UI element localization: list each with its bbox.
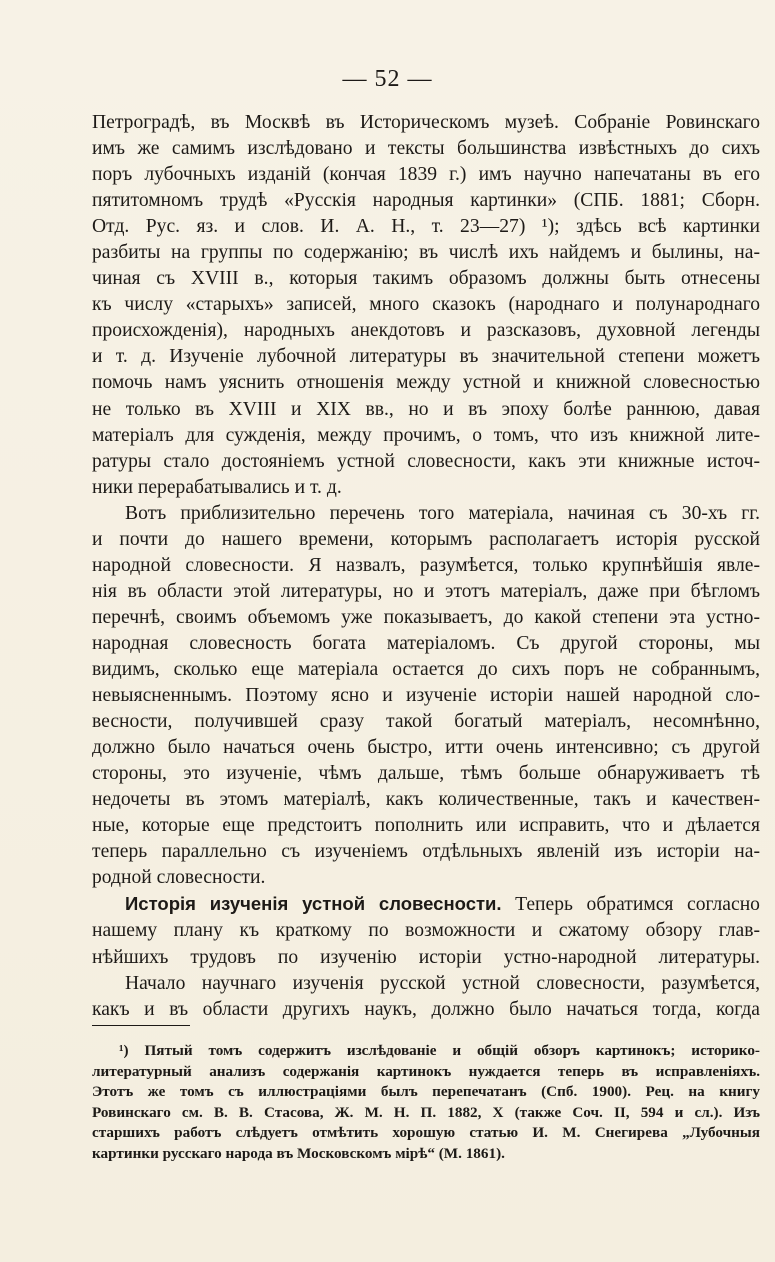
text-line: и т. д. Изученіе лубочной литературы въ значительной степени можетъ xyxy=(92,346,760,368)
text-line: Вотъ приблизительно перечень того матеріала, начиная съ 30-хъ гг. xyxy=(125,502,760,524)
text-line: имъ же самимъ изслѣдовано и тексты большинства извѣстныхъ до сихъ xyxy=(92,138,760,160)
text-line: чиная съ XVIII в., которыя такимъ образомъ должны быть отнесены xyxy=(92,268,760,290)
text-line: не только въ XVIII и XIX вв., но и въ эпоху болѣе раннюю, давая xyxy=(92,398,760,420)
footnote-line: ¹) Пятый томъ содержитъ изслѣдованіе и общій обзоръ картинокъ; историко- xyxy=(119,1042,760,1059)
text-line: пятитомномъ трудѣ «Русскія народныя картинки» (СПБ. 1881; Сборн. xyxy=(92,190,760,212)
text-line: невыясненнымъ. Поэтому ясно и изученіе исторіи нашей народной сло- xyxy=(92,685,760,707)
footnote-line: Ровинскаго см. В. В. Стасова, Ж. М. Н. П. 1882, X (также Соч. II, 594 и сл.). Изъ xyxy=(92,1103,760,1121)
text-line: поръ лубочныхъ изданій (кончая 1839 г.) имъ научно напечатаны въ его xyxy=(92,164,760,186)
text-line: нія въ области этой литературы, но и этотъ матеріалъ, даже при бѣгломъ xyxy=(92,580,760,602)
text-line: нѣйшихъ трудовъ по изученію исторіи устно-народной литературы. xyxy=(92,946,760,968)
text-line: ники перерабатывались и т. д. xyxy=(92,476,342,498)
body-text xyxy=(92,110,760,1023)
footnote-line: старшихъ работъ слѣдуетъ отмѣтить хорошую статью И. М. Снегирева „Лубочныя xyxy=(92,1124,760,1142)
paragraph-4 xyxy=(92,971,760,1023)
text-run: Теперь обратимся согласно xyxy=(501,894,760,916)
text-line: народной словесности. Я назвалъ, разумѣется, только крупнѣйшія явле- xyxy=(92,554,760,576)
text-line: теперь параллельно съ изученіемъ отдѣльныхъ явленій изъ исторіи на- xyxy=(92,841,760,863)
text-line: къ числу «старыхъ» записей, много сказокъ (народнаго и полународнаго xyxy=(92,294,760,316)
paragraph-1 xyxy=(92,110,760,501)
footnote-line: картинки русскаго народа въ Московскомъ мірѣ“ (М. 1861). xyxy=(92,1144,505,1162)
text-line: весности, получившей сразу такой богатый матеріалъ, несомнѣнно, xyxy=(92,711,760,733)
text-line: стороны, это изученіе, чѣмъ дальше, тѣмъ больше обнаруживаетъ тѣ xyxy=(92,763,760,785)
text-line: Отд. Рус. яз. и слов. И. А. Н., т. 23—27) ¹); здѣсь всѣ картинки xyxy=(92,216,760,238)
text-line: матеріалъ для сужденія, между прочимъ, о томъ, что изъ книжной лите- xyxy=(92,424,760,446)
text-line: разбиты на группы по содержанію; въ числѣ ихъ найдемъ и былины, на- xyxy=(92,242,760,264)
paragraph-2 xyxy=(92,501,760,892)
section-heading: Исторія изученія устной словесности. xyxy=(125,893,502,915)
text-line: и почти до нашего времени, которымъ располагаетъ исторія русской xyxy=(92,528,760,550)
page-number: — 52 — xyxy=(342,66,433,92)
text-line: недочеты въ этомъ матеріалѣ, какъ количественные, такъ и качествен- xyxy=(92,789,760,811)
text-line: Петроградѣ, въ Москвѣ въ Историческомъ музеѣ. Собраніе Ровинскаго xyxy=(92,112,760,133)
text-line: нашему плану къ краткому по возможности и сжатому обзору глав- xyxy=(92,920,760,942)
text-line: должно было начаться очень быстро, итти очень интенсивно; съ другой xyxy=(92,737,760,759)
text-line: помочь намъ уяснить отношенія между устной и книжной словесностью xyxy=(92,372,760,394)
text-line: происхожденія), народныхъ анекдотовъ и разсказовъ, духовной легенды xyxy=(92,320,760,342)
text-line: ные, которые еще предстоитъ пополнить или исправить, что и дѣлается xyxy=(92,815,760,837)
text-line: какъ и въ области другихъ наукъ, должно было начаться тогда, когда xyxy=(92,998,760,1020)
footnote-line: Этотъ же томъ съ иллюстраціями былъ перепечатанъ (Спб. 1900). Рец. на книгу xyxy=(92,1083,760,1101)
footnote-line: литературный анализъ содержанія картинокъ нуждается теперь въ исправленіяхъ. xyxy=(92,1062,760,1080)
footnotes xyxy=(92,1041,760,1165)
text-line: народная словесность богата матеріаломъ. Съ другой стороны, мы xyxy=(92,632,760,654)
text-line: перечнѣ, своимъ объемомъ уже показываетъ, до какой степени эта устно- xyxy=(92,606,760,628)
footnote-divider xyxy=(92,1025,190,1026)
text-line: родной словесности. xyxy=(92,867,266,889)
text-line: видимъ, сколько еще матеріала остается до сихъ поръ не собраннымъ, xyxy=(92,658,760,680)
text-line xyxy=(92,891,760,918)
paragraph-3 xyxy=(92,891,760,970)
text-line: Начало научнаго изученія русской устной словесности, разумѣется, xyxy=(125,972,760,994)
text-line: ратуры стало достояніемъ устной словесности, какъ эти книжные источ- xyxy=(92,450,760,472)
